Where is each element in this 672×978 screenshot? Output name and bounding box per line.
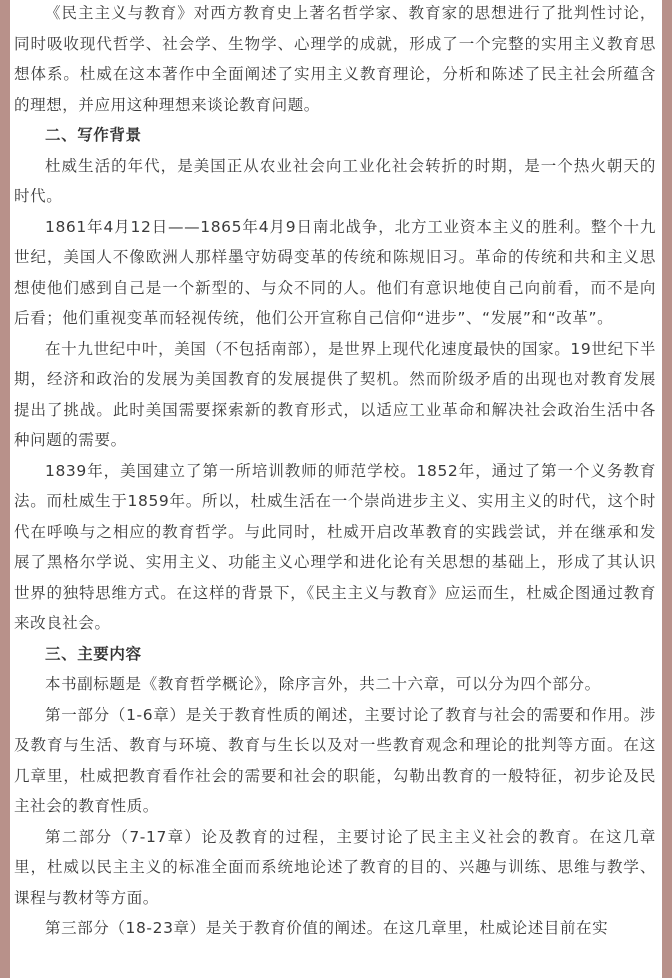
paragraph-content-2: 第一部分（1-6章）是关于教育性质的阐述，主要讨论了教育与社会的需要和作用。涉及教育与生活、教育与环境、教育与生长以及对一些教育观念和理论的批判等方面。在这几章里，杜威把教育看作社会的需要和社会的职能，勾勒出教育的一般特征，初步论及民主社会的教育性质。 bbox=[14, 705, 656, 815]
paragraph-background-1: 杜威生活的年代，是美国正从农业社会向工业化社会转折的时期，是一个热火朝天的时代。 bbox=[14, 156, 656, 205]
section-heading-content: 三、主要内容 bbox=[45, 644, 142, 663]
paragraph-content-1: 本书副标题是《教育哲学概论》，除序言外，共二十六章，可以分为四个部分。 bbox=[45, 675, 601, 693]
paragraph-content-4: 第三部分（18-23章）是关于教育价值的阐述。在这几章里，杜威论述目前在实 bbox=[45, 919, 609, 937]
paragraph-intro: 《民主主义与教育》对西方教育史上著名哲学家、教育家的思想进行了批判性讨论，同时吸收现代哲学、社会学、生物学、心理学的成就，形成了一个完整的实用主义教育思想体系。杜威在这本著作中全面阐述了实用主义教育理论，分析和陈述了民主社会所蕴含的理想，并应用这种理想来谈论教育问题。 bbox=[14, 4, 656, 114]
paragraph-background-4: 1839年，美国建立了第一所培训教师的师范学校。1852年，通过了第一个义务教育法。而杜威生于1859年。所以，杜威生活在一个崇尚进步主义、实用主义的时代，这个时代在呼唤与之相应的教育哲学。与此同时，杜威开启改革教育的实践尝试，并在继承和发展了黑格尔学说、实用主义、功能主义心理学和进化论有关思想的基础上，形成了其认识世界的独特思维方式。在这样的背景下，《民主主义与教育》应运而生，杜威企图通过教育来改良社会。 bbox=[14, 461, 656, 632]
page-border-left bbox=[0, 0, 10, 978]
page-border-right bbox=[662, 0, 672, 978]
paragraph-background-2: 1861年4月12日——1865年4月9日南北战争，北方工业资本主义的胜利。整个十九世纪，美国人不像欧洲人那样墨守妨碍变革的传统和陈规旧习。革命的传统和共和主义思想使他们感到自己是一个新型的、与众不同的人。他们有意识地使自己向前看，而不是向后看；他们重视变革而轻视传统，他们公开宣称自己信仰“进步”、“发展”和“改革”。 bbox=[14, 217, 656, 327]
paragraph-content-3: 第二部分（7-17章）论及教育的过程，主要讨论了民主主义社会的教育。在这几章里，杜威以民主主义的标准全面而系统地论述了教育的目的、兴趣与训练、思维与教学、课程与教材等方面。 bbox=[14, 827, 656, 907]
section-heading-background: 二、写作背景 bbox=[45, 126, 142, 144]
paragraph-background-3: 在十九世纪中叶，美国（不包括南部），是世界上现代化速度最快的国家。19世纪下半期，经济和政治的发展为美国教育的发展提供了契机。然而阶级矛盾的出现也对教育发展提出了挑战。此时美国需要探索新的教育形式，以适应工业革命和解决社会政治生活中各种问题的需要。 bbox=[14, 339, 656, 449]
article-body bbox=[14, 0, 656, 944]
